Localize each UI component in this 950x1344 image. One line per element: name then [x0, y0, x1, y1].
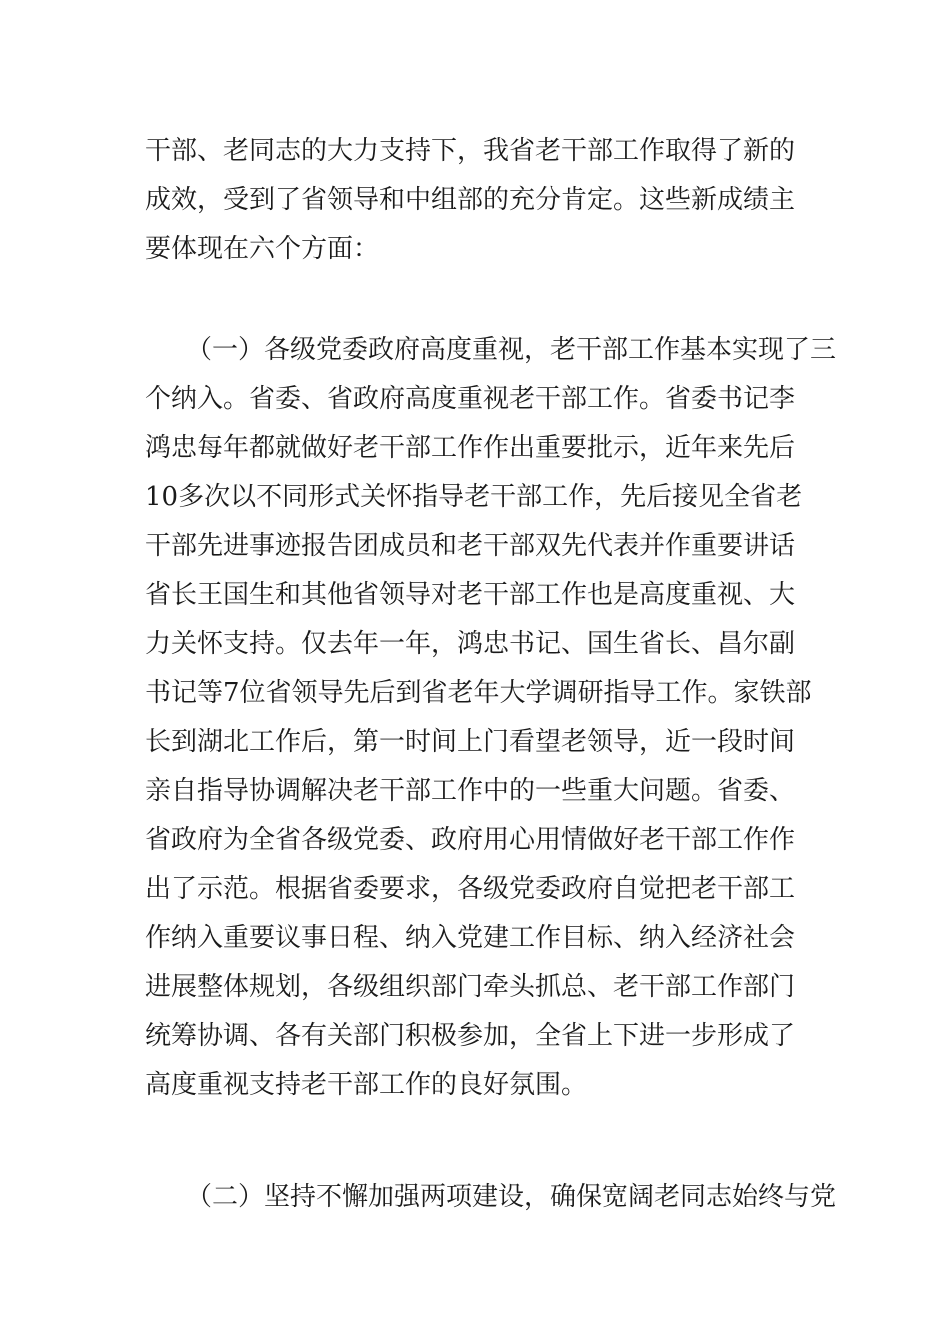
text-line: 省长王国生和其他省领导对老干部工作也是高度重视、大 — [145, 580, 796, 610]
text-line: 长到湖北工作后，第一时间上门看望老领导，近一段时间 — [145, 727, 796, 757]
text-line: （一）各级党委政府高度重视，老干部工作基本实现了三 — [186, 335, 837, 365]
text-line: 亲自指导协调解决老干部工作中的一些重大问题。省委、 — [145, 776, 796, 806]
text-line: 统筹协调、各有关部门积极参加，全省上下进一步形成了 — [145, 1021, 796, 1051]
text-line: 书记等7位省领导先后到省老年大学调研指导工作。家铁部 — [145, 678, 812, 708]
text-line: 10多次以不同形式关怀指导老干部工作，先后接见全省老 — [145, 482, 803, 512]
text-line: 进展整体规划，各级组织部门牵头抓总、老干部工作部门 — [145, 972, 796, 1002]
text-line: 力关怀支持。仅去年一年，鸿忠书记、国生省长、昌尔副 — [145, 629, 796, 659]
text-line: 个纳入。省委、省政府高度重视老干部工作。省委书记李 — [145, 384, 796, 414]
text-line: 干部、老同志的大力支持下，我省老干部工作取得了新的 — [145, 136, 796, 166]
text-line: 要体现在六个方面： — [145, 234, 380, 264]
text-line: 干部先进事迹报告团成员和老干部双先代表并作重要讲话 — [145, 531, 796, 561]
text-line: 鸿忠每年都就做好老干部工作作出重要批示，近年来先后 — [145, 433, 796, 463]
text-line: 成效，受到了省领导和中组部的充分肯定。这些新成绩主 — [145, 185, 796, 215]
text-line: 出了示范。根据省委要求，各级党委政府自觉把老干部工 — [145, 874, 796, 904]
text-line: 省政府为全省各级党委、政府用心用情做好老干部工作作 — [145, 825, 796, 855]
text-line: 作纳入重要议事日程、纳入党建工作目标、纳入经济社会 — [145, 923, 796, 953]
text-line: 高度重视支持老干部工作的良好氛围。 — [145, 1070, 588, 1100]
text-line: （二）坚持不懈加强两项建设，确保宽阔老同志始终与党 — [186, 1182, 837, 1212]
